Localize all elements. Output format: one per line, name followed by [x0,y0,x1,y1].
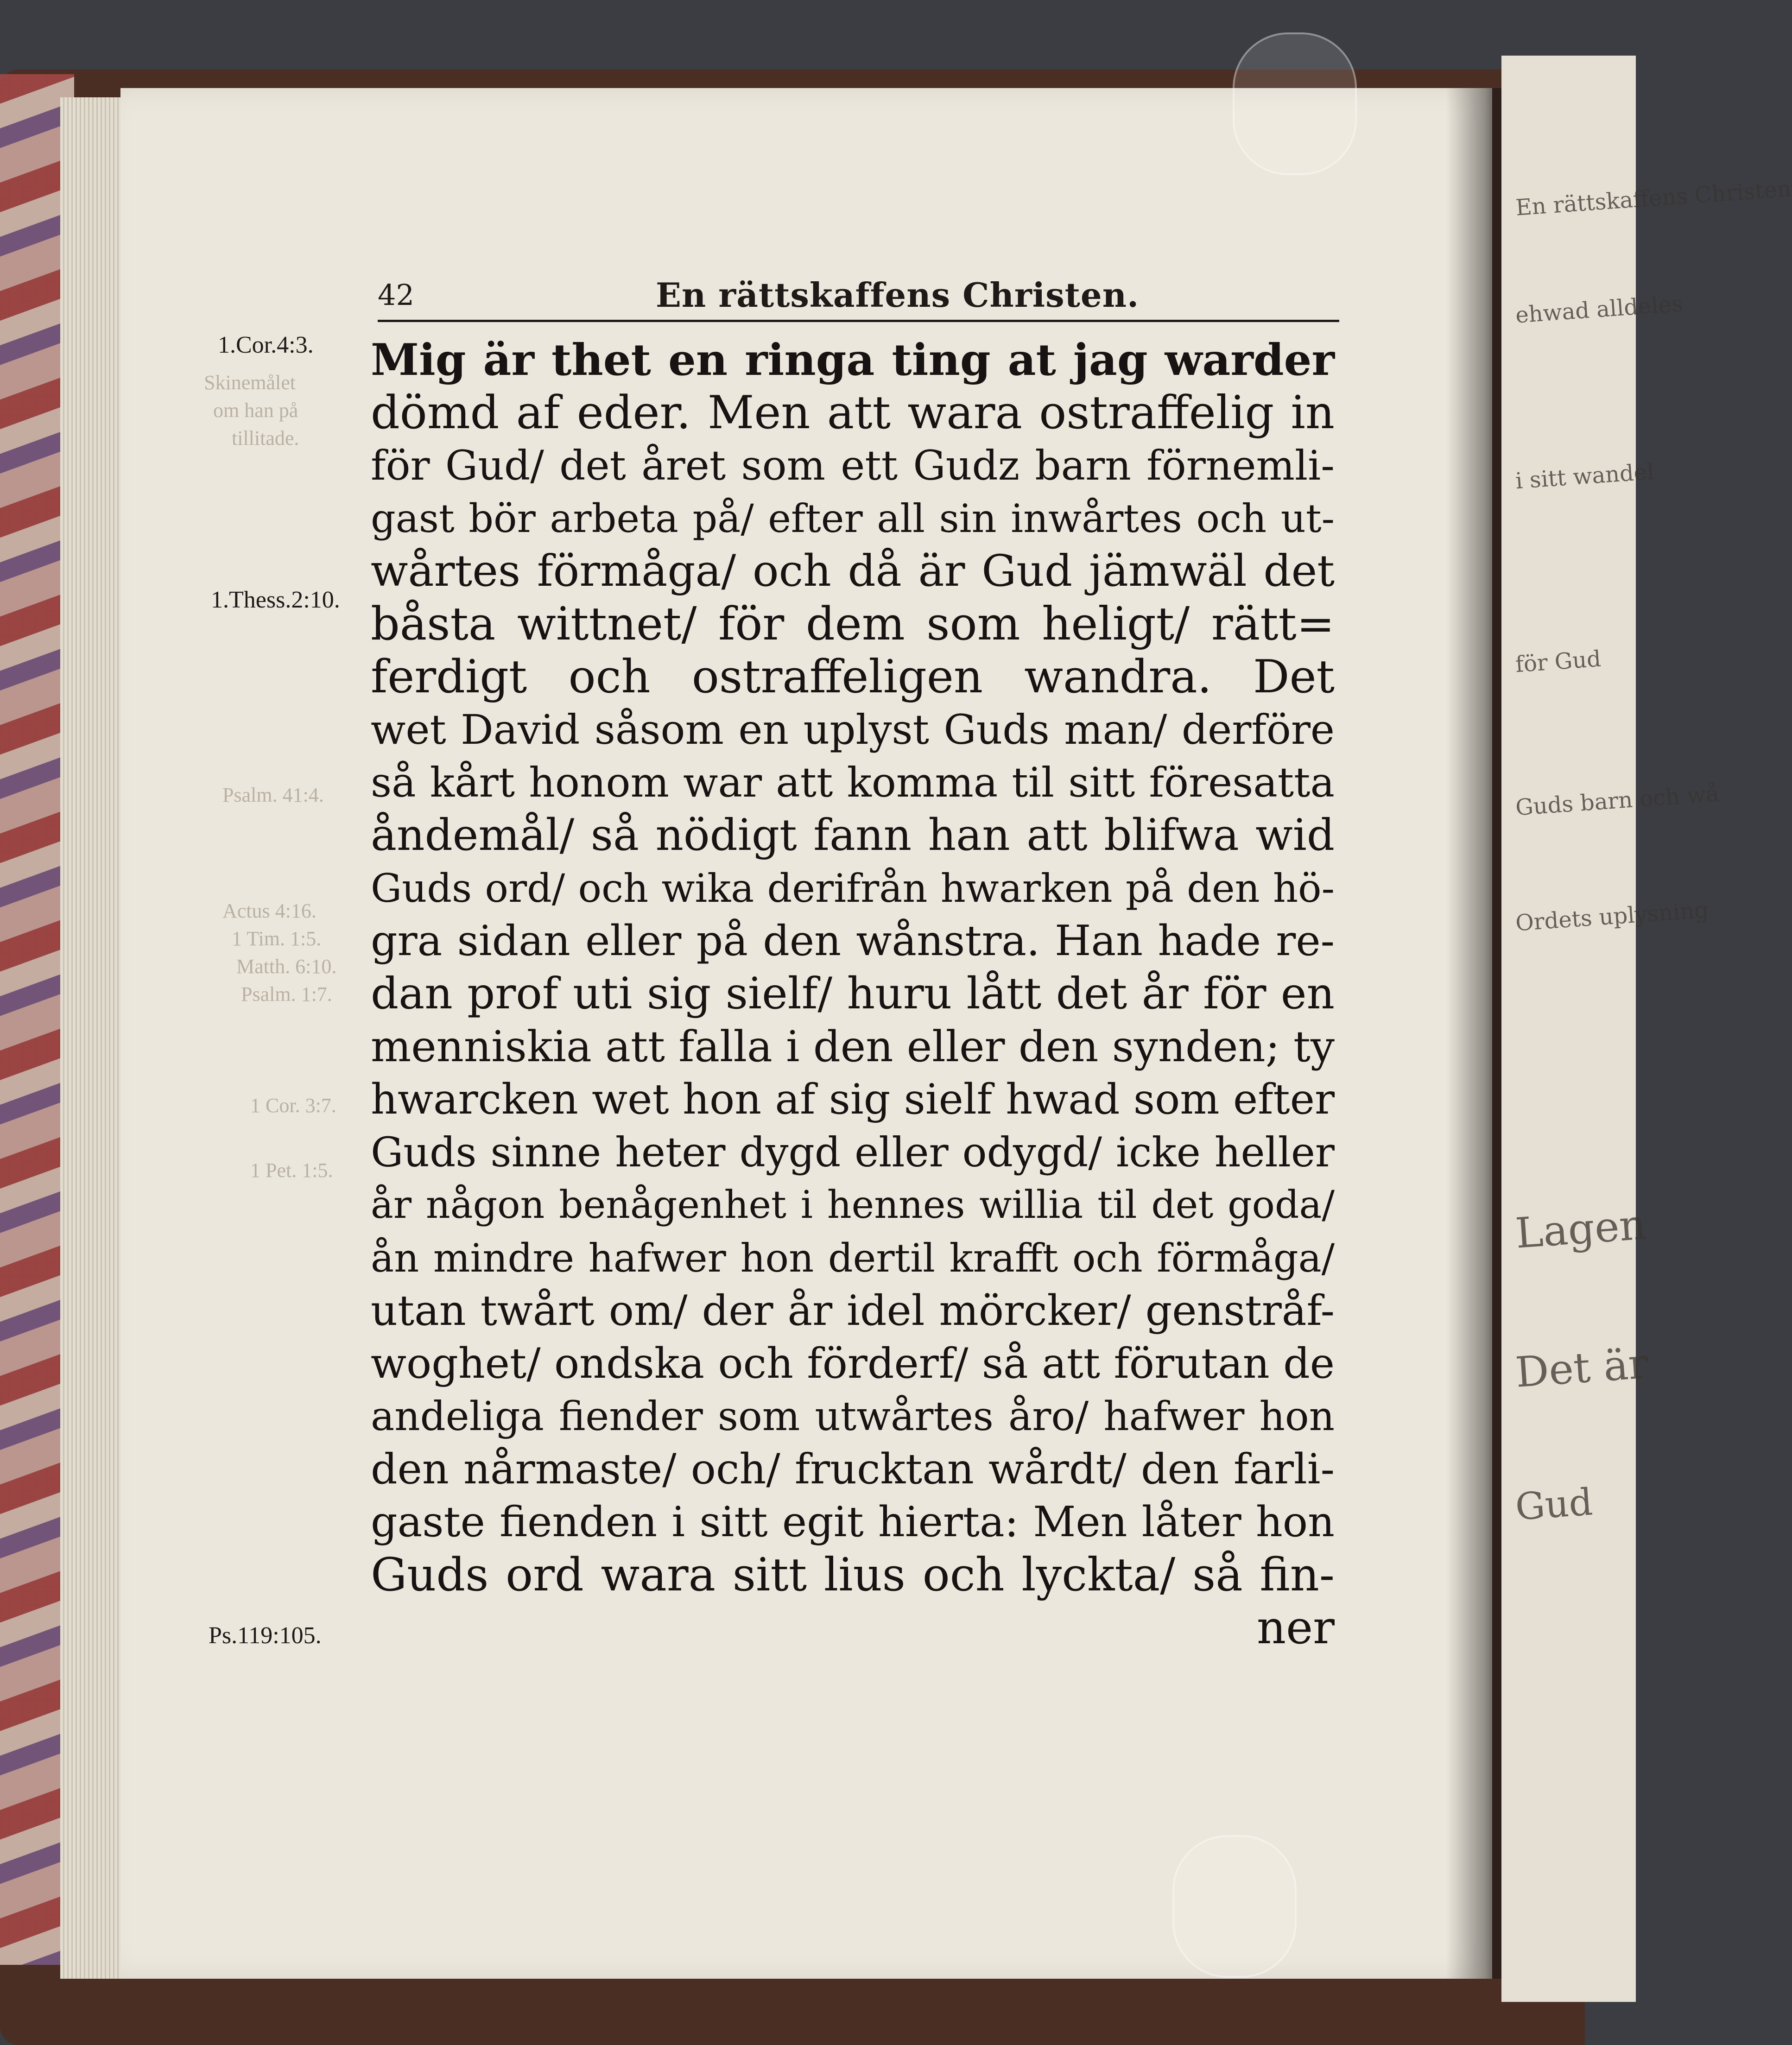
text-line: menniskia att falla i den eller den synden; ty [371,1022,1335,1071]
page-gutter [1446,88,1511,1979]
body-text [371,334,1335,1654]
catchword: ner [1257,1602,1335,1654]
bleed-through-text: 1 Tim. 1:5. [232,927,322,950]
facing-page-text: Lagen [1513,1200,1648,1258]
bleed-through-text: 1 Pet. 1:5. [250,1159,333,1182]
bleed-through-text: Actus 4:16. [222,899,317,922]
facing-page-text: Gud [1513,1480,1594,1529]
text-line: år någon benågenhet i hennes willia til det goda/ [371,1183,1335,1227]
text-line: Guds sinne heter dygd eller odygd/ icke heller [371,1128,1335,1176]
text-line: utan twårt om/ der år idel mörcker/ genstråf- [371,1286,1335,1335]
text-line: hwarcken wet hon af sig sielf hwad som efter [371,1075,1335,1124]
bleed-through-text: tillitade. [232,427,299,450]
text-line: åndemål/ så nödigt fann han att blifwa wid [371,810,1335,861]
text-line: dömd af eder. Men att wara ostraffelig in [371,386,1335,439]
text-line: ån mindre hafwer hon dertil krafft och förmåga/ [371,1235,1335,1281]
facing-page-text: Guds barn och wå [1514,780,1720,821]
bleed-through-text: 1 Cor. 3:7. [250,1094,336,1117]
text-line: wårtes förmåga/ och då är Gud jämwäl det [371,546,1335,596]
text-line: wet David såsom en uplyst Guds man/ derföre [371,706,1335,753]
margin-reference: Ps.119:105. [209,1622,322,1649]
facing-page-text: Det är [1513,1339,1650,1397]
margin-reference: 1.Cor.4:3. [218,332,314,358]
facing-page-text: i sitt wandel [1514,458,1655,494]
facing-page-text: Ordets uplysning [1514,897,1710,937]
text-line: Guds ord wara sitt lius och lyckta/ så fin- [371,1549,1335,1602]
page-header [378,273,1339,322]
text-line: dan prof uti sig sielf/ huru lått det år för en [371,969,1335,1019]
bleed-through-text: Psalm. 1:7. [241,983,332,1006]
facing-page-text: ehwad alldeles [1514,291,1684,329]
text-line: gast bör arbeta på/ efter all sin inwårtes och ut- [371,496,1335,541]
running-head: En rättskaffens Christen. [656,275,1140,315]
book-clip [1233,32,1357,175]
bleed-through-text: Matth. 6:10. [236,955,337,978]
book-clip [1172,1835,1297,1978]
text-line: ferdigt och ostraffeligen wandra. Det [371,651,1335,703]
bleed-through-text: Skinemålet [204,371,296,394]
bleed-through-text: Psalm. 41:4. [222,784,324,806]
text-line: gaste fienden i sitt egit hierta: Men låter hon [371,1498,1335,1546]
facing-page-text: En rättskaffens Christen [1514,176,1792,221]
facing-page [1501,56,1636,2002]
text-line: båsta wittnet/ för dem som heligt/ rätt= [371,598,1335,651]
text-line: Mig är thet en ringa ting at jag warder [371,335,1335,386]
page-number: 42 [378,278,414,312]
bleed-through-text: om han på [213,399,298,422]
text-line: gra sidan eller på den wånstra. Han hade re- [371,917,1335,965]
facing-page-text: för Gud [1514,646,1602,678]
text-line: den nårmaste/ och/ frucktan wårdt/ den farli- [371,1445,1335,1494]
text-line: så kårt honom war att komma til sitt föresatta [371,759,1335,806]
text-line: för Gud/ det året som ett Gudz barn förnemli- [371,442,1335,489]
margin-reference: 1.Thess.2:10. [211,587,340,613]
text-line: Guds ord/ och wika derifrån hwarken på den hö- [371,866,1335,911]
text-line: woghet/ ondska och förderf/ så att förutan de [371,1339,1335,1388]
text-line: andeliga fiender som utwårtes åro/ hafwer hon [371,1393,1335,1440]
